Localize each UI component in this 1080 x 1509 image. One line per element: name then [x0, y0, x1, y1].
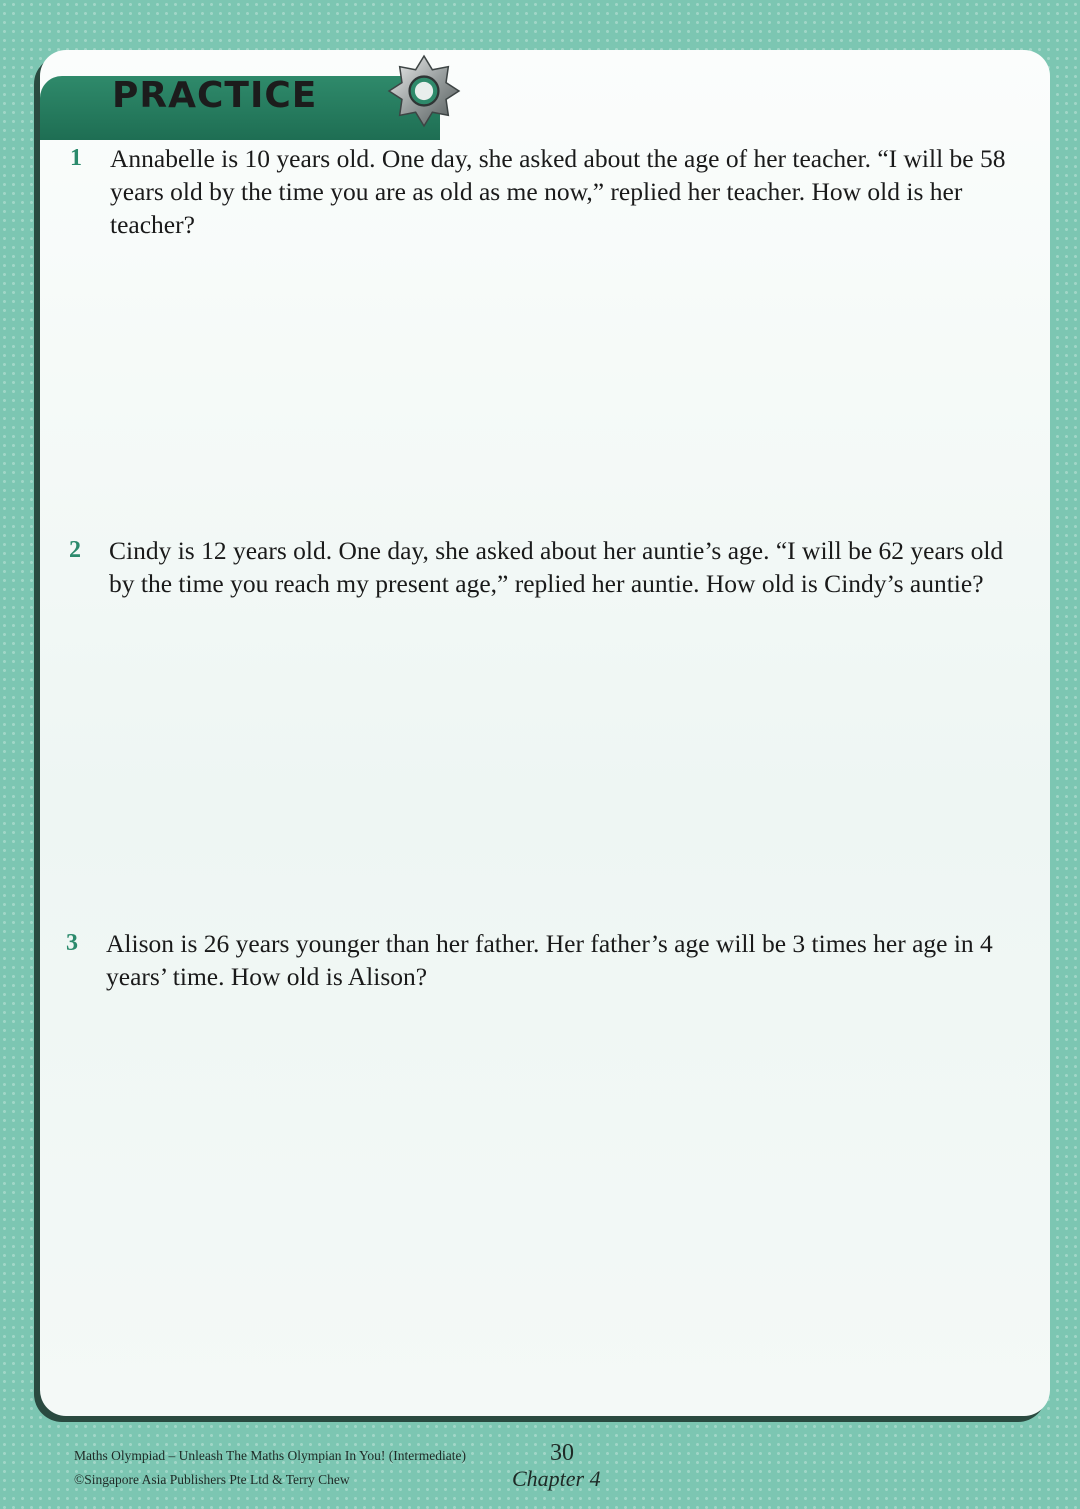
practice-card	[40, 50, 1050, 1416]
star-gear-icon	[386, 53, 462, 129]
question-number: 1	[70, 145, 82, 171]
section-title: PRACTICE	[112, 75, 318, 116]
chapter-label: Chapter 4	[512, 1466, 601, 1491]
question-text: Annabelle is 10 years old. One day, she asked about the age of her teacher. “I will be 58 years old by the time you are as old as me now,” replied her teacher. How old is her teacher?	[110, 144, 1006, 239]
question-text: Cindy is 12 years old. One day, she asked about her auntie’s age. “I will be 62 years old by the time you reach my present age,” replied her auntie. How old is Cindy’s auntie?	[109, 536, 1004, 598]
copyright-line: ©Singapore Asia Publishers Pte Ltd & Terry Chew	[74, 1472, 350, 1487]
page-footer	[74, 1440, 674, 1496]
page-number: 30	[550, 1440, 574, 1466]
question-text: Alison is 26 years younger than her father. Her father’s age will be 3 times her age in 4 years’ time. How old is Alison?	[106, 929, 993, 991]
question-number: 2	[69, 537, 81, 563]
question-number: 3	[66, 930, 78, 956]
book-title: Maths Olympiad – Unleash The Maths Olympian In You! (Intermediate)	[74, 1448, 466, 1463]
